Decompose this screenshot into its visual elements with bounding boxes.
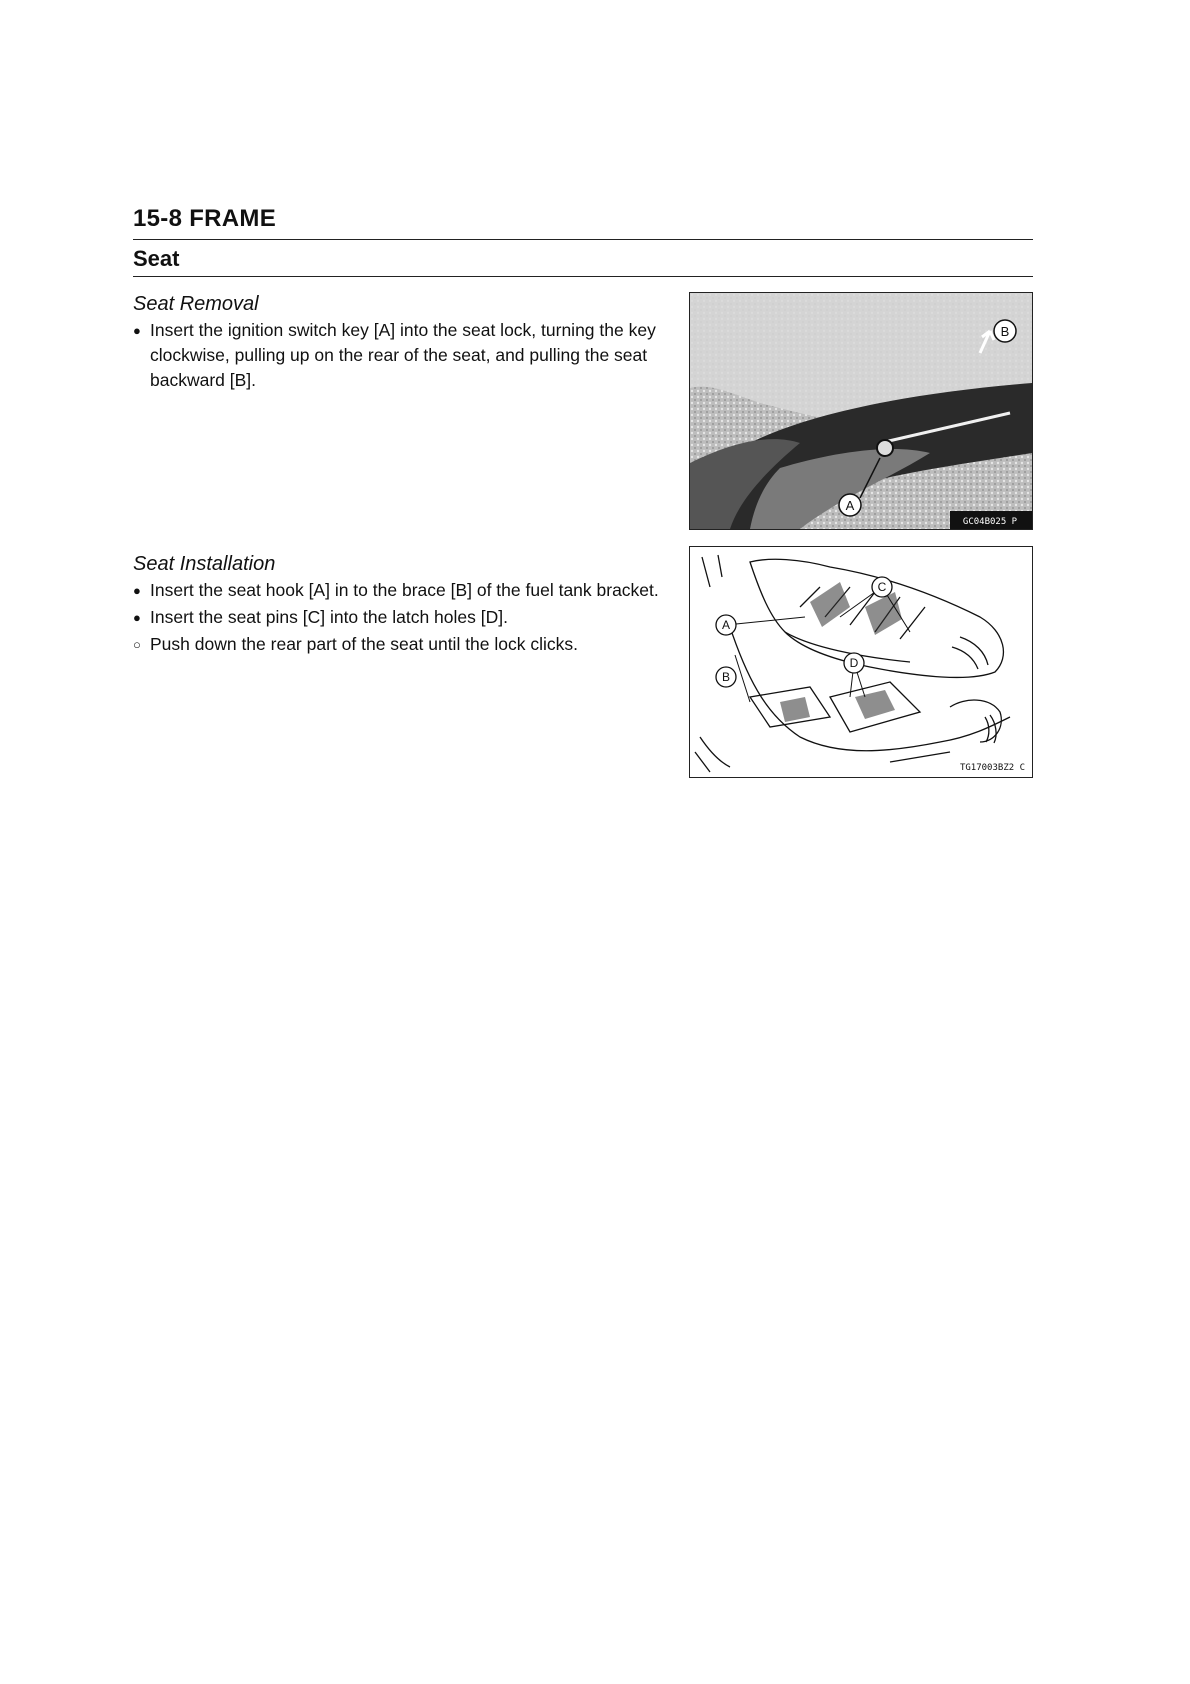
seat-installation-diagram <box>689 546 1033 778</box>
seat-installation-illustration <box>690 547 1032 777</box>
bullet-marker: ● <box>133 583 141 598</box>
header-rule <box>133 239 1033 240</box>
section-rule <box>133 276 1033 277</box>
chapter-title: 15-8 FRAME <box>133 205 277 232</box>
installation-steps <box>133 578 673 659</box>
installation-heading: Seat Installation <box>133 553 276 575</box>
installation-step-text: Insert the seat pins [C] into the latch holes [D]. <box>150 607 508 627</box>
installation-step-text: Push down the rear part of the seat until the lock clicks. <box>150 634 578 654</box>
installation-step-text: Insert the seat hook [A] in to the brace [B] of the fuel tank bracket. <box>150 580 659 600</box>
removal-steps <box>133 318 673 395</box>
figure-label-d: D <box>849 656 859 670</box>
figure-label-c: C <box>877 580 887 594</box>
removal-step-text: Insert the ignition switch key [A] into the seat lock, turning the key clockwise, pulling up on the rear of the seat, and pulling the seat backward [B]. <box>150 320 656 390</box>
figure-label-a: A <box>845 498 855 513</box>
installation-step <box>133 578 673 603</box>
seat-removal-photo <box>689 292 1033 530</box>
figure-code: TG17003BZ2 C <box>959 763 1025 773</box>
seat-removal-illustration <box>690 293 1032 529</box>
figure-code: GC04B025 P <box>962 517 1018 527</box>
removal-heading: Seat Removal <box>133 293 259 315</box>
figure-label-b: B <box>721 670 731 684</box>
figure-label-b: B <box>1000 324 1010 339</box>
bullet-marker: ● <box>133 323 141 338</box>
figure-label-a: A <box>721 618 731 632</box>
installation-step <box>133 605 673 630</box>
removal-step <box>133 318 673 393</box>
bullet-marker: ○ <box>133 637 141 652</box>
installation-step <box>133 632 673 657</box>
bullet-marker: ● <box>133 610 141 625</box>
page-header <box>133 205 1033 233</box>
section-title: Seat <box>133 246 180 271</box>
